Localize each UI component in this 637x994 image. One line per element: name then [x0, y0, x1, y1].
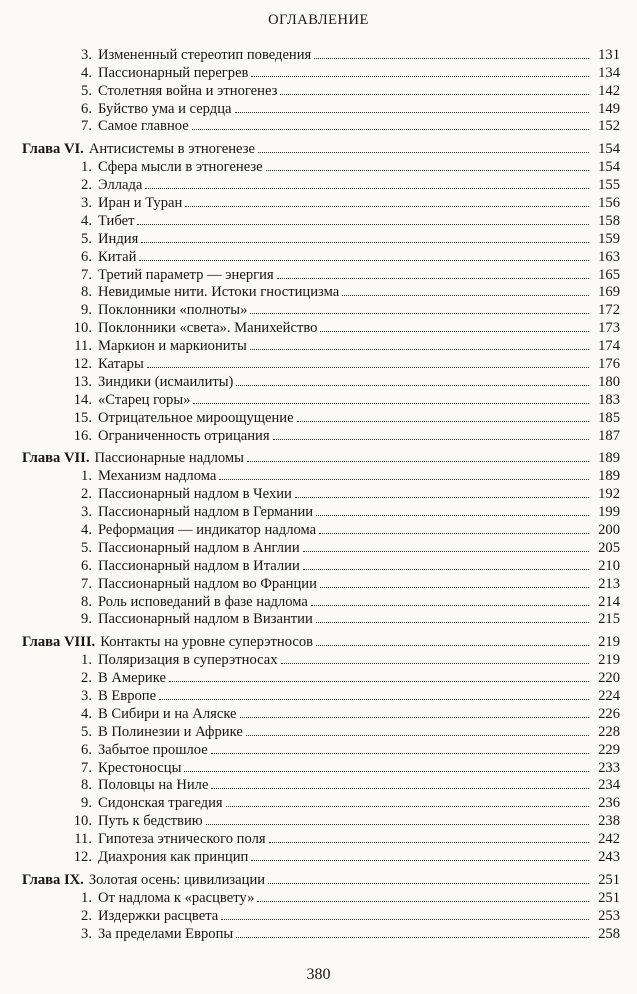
chapter-title: Пассионарные надломы	[94, 450, 244, 467]
entry-number: 5.	[81, 539, 92, 556]
dot-leader	[303, 537, 589, 552]
entry-title: Роль исповеданий в фазе надлома	[98, 593, 308, 610]
table-of-contents	[22, 44, 620, 941]
entry-page-number: 192	[598, 486, 620, 503]
dot-leader	[251, 846, 589, 861]
entry-number: 3.	[81, 925, 92, 942]
entry-title: Пассионарный перегрев	[98, 64, 249, 81]
entry-title: Крестоносцы	[98, 759, 182, 776]
toc-entry	[22, 591, 620, 609]
chapter-title: Золотая осень: цивилизации	[88, 871, 266, 888]
dot-leader	[147, 353, 589, 368]
entry-title: В Европе	[98, 688, 157, 705]
entry-title: Половцы на Ниле	[98, 777, 209, 794]
entry-number: 6.	[81, 248, 92, 265]
toc-entry	[22, 757, 620, 775]
entry-page-number: 220	[598, 670, 620, 687]
entry-number: 9.	[81, 795, 92, 812]
dot-leader	[235, 98, 590, 113]
dot-leader	[342, 282, 589, 297]
dot-leader	[236, 923, 589, 938]
entry-title: От надлома к «расцвету»	[98, 889, 255, 906]
dot-leader	[316, 609, 589, 624]
entry-page-number: 226	[598, 705, 620, 722]
entry-title: «Старец горы»	[98, 391, 191, 408]
chapter-label: Глава VII.	[22, 450, 90, 467]
dot-leader	[193, 389, 589, 404]
chapter-title: Антисистемы в этногенезе	[88, 141, 255, 158]
entry-title: Столетняя война и этногенез	[98, 82, 278, 99]
dot-leader	[206, 810, 589, 825]
entry-page-number: 200	[598, 522, 620, 539]
entry-number: 5.	[81, 723, 92, 740]
entry-number: 13.	[73, 373, 92, 390]
entry-title: Пассионарный надлом в Византии	[98, 611, 313, 628]
toc-entry	[22, 609, 620, 627]
toc-entry	[22, 389, 620, 407]
entry-page-number: 243	[598, 849, 620, 866]
entry-title: Отрицательное мироощущение	[98, 409, 294, 426]
toc-entry	[22, 317, 620, 335]
entry-title: Китай	[98, 248, 137, 265]
entry-number: 9.	[81, 611, 92, 628]
toc-entry	[22, 721, 620, 739]
entry-number: 8.	[81, 593, 92, 610]
entry-number: 7.	[81, 118, 92, 135]
entry-page-number: 234	[598, 777, 620, 794]
chapter-page-number: 251	[598, 871, 620, 888]
dot-leader	[240, 703, 589, 718]
dot-leader	[169, 667, 589, 682]
toc-entry	[22, 573, 620, 591]
toc-entry	[22, 264, 620, 282]
chapter-page-number: 189	[598, 450, 620, 467]
entry-number: 16.	[73, 427, 92, 444]
dot-leader	[236, 371, 589, 386]
entry-number: 6.	[81, 741, 92, 758]
toc-entry	[22, 299, 620, 317]
toc-entry	[22, 793, 620, 811]
entry-number: 12.	[73, 849, 92, 866]
dot-leader	[221, 905, 589, 920]
entry-number: 10.	[73, 320, 92, 337]
dot-leader	[320, 573, 589, 588]
dot-leader	[247, 448, 589, 463]
entry-page-number: 174	[598, 338, 620, 355]
dot-leader	[281, 649, 589, 664]
toc-entry	[22, 174, 620, 192]
entry-title: Поклонники «полноты»	[98, 302, 248, 319]
chapter-page-number: 219	[598, 634, 620, 651]
entry-title: Эллада	[98, 177, 143, 194]
toc-entry	[22, 905, 620, 923]
entry-number: 4.	[81, 705, 92, 722]
entry-page-number: 210	[598, 557, 620, 574]
entry-page-number: 165	[598, 266, 620, 283]
toc-entry	[22, 465, 620, 483]
dot-leader	[250, 299, 589, 314]
toc-entry	[22, 98, 620, 116]
entry-page-number: 189	[598, 468, 620, 485]
entry-page-number: 180	[598, 373, 620, 390]
entry-number: 3.	[81, 504, 92, 521]
toc-entry	[22, 246, 620, 264]
dot-leader	[145, 174, 589, 189]
entry-number: 14.	[73, 391, 92, 408]
entry-page-number: 233	[598, 759, 620, 776]
entry-page-number: 238	[598, 813, 620, 830]
entry-number: 6.	[81, 100, 92, 117]
dot-leader	[185, 192, 589, 207]
dot-leader	[273, 425, 589, 440]
dot-leader	[257, 887, 589, 902]
entry-page-number: 199	[598, 504, 620, 521]
dot-leader	[139, 246, 589, 261]
toc-entry	[22, 407, 620, 425]
toc-entry	[22, 210, 620, 228]
dot-leader	[141, 228, 589, 243]
entry-number: 5.	[81, 82, 92, 99]
entry-page-number: 158	[598, 212, 620, 229]
entry-page-number: 185	[598, 409, 620, 426]
dot-leader	[316, 501, 589, 516]
entry-number: 5.	[81, 230, 92, 247]
entry-page-number: 134	[598, 64, 620, 81]
entry-title: Поляризация в суперэтносах	[98, 652, 278, 669]
entry-page-number: 215	[598, 611, 620, 628]
entry-number: 1.	[81, 652, 92, 669]
entry-title: В Сибири и на Аляске	[98, 705, 237, 722]
chapter-heading	[22, 632, 620, 650]
toc-entry	[22, 537, 620, 555]
dot-leader	[226, 793, 589, 808]
entry-title: Третий параметр — энергия	[98, 266, 274, 283]
entry-number: 7.	[81, 575, 92, 592]
toc-entry	[22, 483, 620, 501]
entry-title: Пассионарный надлом в Германии	[98, 504, 314, 521]
dot-leader	[314, 44, 589, 59]
dot-leader	[269, 828, 589, 843]
entry-number: 7.	[81, 759, 92, 776]
dot-leader	[316, 632, 589, 647]
entry-number: 4.	[81, 212, 92, 229]
entry-number: 1.	[81, 468, 92, 485]
toc-entry	[22, 80, 620, 98]
dot-leader	[297, 407, 589, 422]
entry-number: 15.	[73, 409, 92, 426]
dot-leader	[295, 483, 589, 498]
entry-title: Путь к бедствию	[98, 813, 203, 830]
toc-entry	[22, 846, 620, 864]
chapter-label: Глава VIII.	[22, 634, 96, 651]
entry-title: Забытое прошлое	[98, 741, 208, 758]
entry-number: 2.	[81, 486, 92, 503]
entry-title: Катары	[98, 356, 144, 372]
page-number: 380	[306, 966, 331, 983]
entry-number: 3.	[81, 46, 92, 63]
dot-leader	[268, 869, 589, 884]
toc-entry	[22, 810, 620, 828]
toc-entry	[22, 228, 620, 246]
entry-page-number: 187	[598, 427, 620, 444]
toc-entry	[22, 425, 620, 443]
toc-entry	[22, 192, 620, 210]
entry-title: Сфера мысли в этногенезе	[98, 159, 263, 176]
entry-title: За пределами Европы	[98, 925, 234, 942]
entry-title: Ограниченность отрицания	[98, 427, 270, 444]
entry-page-number: 172	[598, 302, 620, 319]
entry-title: Пассионарный надлом в Англии	[98, 539, 300, 556]
entry-title: Пассионарный надлом в Италии	[98, 557, 300, 574]
chapter-page-number: 154	[598, 141, 620, 158]
toc-entry	[22, 335, 620, 353]
toc-entry	[22, 371, 620, 389]
dot-leader	[250, 335, 589, 350]
dot-leader	[211, 775, 589, 790]
entry-page-number: 229	[598, 741, 620, 758]
entry-title: Буйство ума и сердца	[98, 100, 232, 117]
entry-number: 8.	[81, 284, 92, 301]
entry-title: Пассионарный надлом во Франции	[98, 575, 317, 592]
toc-entry	[22, 775, 620, 793]
dot-leader	[137, 210, 589, 225]
entry-page-number: 163	[598, 248, 620, 265]
entry-page-number: 173	[598, 320, 620, 337]
dot-leader	[320, 317, 589, 332]
entry-page-number: 213	[598, 575, 620, 592]
entry-page-number: 183	[598, 391, 620, 408]
toc-entry	[22, 887, 620, 905]
entry-page-number: 149	[598, 100, 620, 117]
toc-entry	[22, 282, 620, 300]
entry-title: Механизм надлома	[98, 468, 217, 485]
entry-page-number: 152	[598, 118, 620, 135]
page-header: ОГЛАВЛЕНИЕ	[268, 12, 369, 28]
chapter-heading	[22, 869, 620, 887]
entry-title: Поклонники «света». Манихейство	[98, 320, 318, 337]
entry-page-number: 219	[598, 652, 620, 669]
entry-title: Самое главное	[98, 118, 189, 135]
toc-entry	[22, 116, 620, 134]
entry-page-number: 214	[598, 593, 620, 610]
toc-entry	[22, 703, 620, 721]
chapter-label: Глава VI.	[22, 141, 84, 158]
entry-title: Издержки расцвета	[98, 907, 219, 924]
entry-number: 10.	[73, 813, 92, 830]
entry-page-number: 154	[598, 159, 620, 176]
entry-title: Маркион и маркиониты	[98, 338, 247, 355]
entry-number: 2.	[81, 177, 92, 194]
entry-title: Индия	[98, 230, 139, 247]
toc-entry	[22, 667, 620, 685]
entry-title: Сидонская трагедия	[98, 795, 223, 812]
entry-number: 3.	[81, 194, 92, 211]
toc-entry	[22, 739, 620, 757]
entry-number: 12.	[73, 356, 92, 372]
toc-entry	[22, 685, 620, 703]
chapter-heading	[22, 138, 620, 156]
dot-leader	[211, 739, 589, 754]
entry-page-number: 155	[598, 177, 620, 194]
entry-title: Иран и Туран	[98, 194, 183, 211]
toc-entry	[22, 519, 620, 537]
dot-leader	[258, 138, 589, 153]
entry-title: Пассионарный надлом в Чехии	[98, 486, 292, 503]
chapter-title: Контакты на уровне суперэтносов	[100, 634, 314, 651]
toc-entry	[22, 828, 620, 846]
entry-title: В Америке	[98, 670, 166, 687]
toc-entry	[22, 156, 620, 174]
entry-page-number: 253	[598, 907, 620, 924]
entry-title: Реформация — индикатор надлома	[98, 522, 317, 539]
toc-entry	[22, 44, 620, 62]
entry-title: Измененный стереотип поведения	[98, 46, 312, 63]
dot-leader	[251, 62, 589, 77]
entry-page-number: 258	[598, 925, 620, 942]
entry-page-number: 176	[598, 356, 620, 372]
chapter-heading	[22, 448, 620, 466]
dot-leader	[319, 519, 589, 534]
entry-page-number: 142	[598, 82, 620, 99]
entry-title: Гипотеза этнического поля	[98, 831, 266, 848]
entry-page-number: 228	[598, 723, 620, 740]
entry-title: Невидимые нити. Истоки гностицизма	[98, 284, 340, 301]
entry-page-number: 236	[598, 795, 620, 812]
entry-title: В Полинезии и Африке	[98, 723, 243, 740]
dot-leader	[311, 591, 589, 606]
entry-number: 11.	[74, 338, 92, 355]
toc-entry	[22, 649, 620, 667]
entry-page-number: 242	[598, 831, 620, 848]
dot-leader	[192, 116, 589, 131]
entry-number: 6.	[81, 557, 92, 574]
dot-leader	[303, 555, 589, 570]
dot-leader	[219, 465, 589, 480]
toc-entry	[22, 353, 620, 371]
entry-number: 11.	[74, 831, 92, 848]
toc-entry	[22, 555, 620, 573]
entry-number: 2.	[81, 907, 92, 924]
entry-title: Диахрония как принцип	[98, 849, 249, 866]
entry-number: 9.	[81, 302, 92, 319]
dot-leader	[280, 80, 589, 95]
entry-page-number: 251	[598, 889, 620, 906]
dot-leader	[277, 264, 589, 279]
entry-number: 1.	[81, 159, 92, 176]
entry-page-number: 169	[598, 284, 620, 301]
entry-number: 4.	[81, 522, 92, 539]
entry-number: 2.	[81, 670, 92, 687]
entry-number: 7.	[81, 266, 92, 283]
entry-number: 8.	[81, 777, 92, 794]
dot-leader	[266, 156, 589, 171]
dot-leader	[159, 685, 589, 700]
dot-leader	[246, 721, 589, 736]
entry-title: Тибет	[98, 212, 135, 229]
entry-number: 3.	[81, 688, 92, 705]
entry-page-number: 224	[598, 688, 620, 705]
entry-title: Зиндики (исмаилиты)	[98, 373, 234, 390]
toc-entry	[22, 62, 620, 80]
toc-entry	[22, 501, 620, 519]
dot-leader	[184, 757, 589, 772]
entry-page-number: 156	[598, 194, 620, 211]
toc-entry	[22, 923, 620, 941]
entry-number: 1.	[81, 889, 92, 906]
entry-page-number: 205	[598, 539, 620, 556]
entry-number: 4.	[81, 64, 92, 81]
entry-page-number: 159	[598, 230, 620, 247]
chapter-label: Глава IX.	[22, 871, 84, 888]
entry-page-number: 131	[598, 46, 620, 63]
